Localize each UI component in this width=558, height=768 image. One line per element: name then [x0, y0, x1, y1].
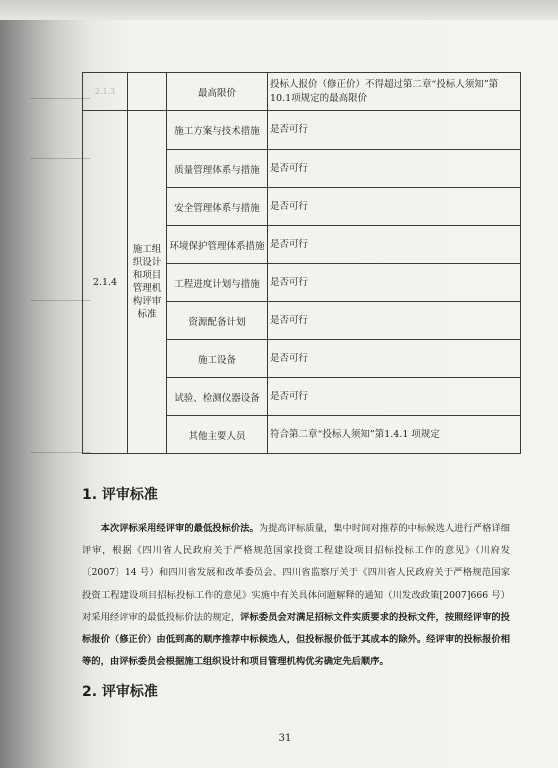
review-standard: 是否可行: [268, 264, 521, 302]
review-standard: 是否可行: [268, 188, 521, 226]
review-standard: 是否可行: [268, 378, 521, 416]
review-standard: 是否可行: [268, 302, 521, 340]
row-number: 2.1.3: [83, 73, 128, 111]
bleed-through-line: [30, 452, 90, 453]
review-standard: 是否可行: [268, 340, 521, 378]
review-item: 资源配备计划: [167, 302, 268, 340]
bleed-through-line: [30, 158, 90, 159]
body-paragraph: [82, 518, 510, 673]
body-bold-text: 本次评标采用经评审的最低投标价法。: [100, 523, 259, 534]
review-item: 环境保护管理体系措施: [167, 226, 268, 264]
review-item: 安全管理体系与措施: [167, 188, 268, 226]
table-row: [83, 111, 521, 150]
review-item: 施工设备: [167, 340, 268, 378]
review-standard: 投标人报价（修正价）不得超过第二章“投标人须知”第10.1项规定的最高限价: [268, 73, 521, 111]
review-standard: 是否可行: [268, 226, 521, 264]
review-criteria-table: [82, 72, 521, 454]
scan-top-edge: [0, 0, 558, 20]
review-item: 施工方案与技术措施: [167, 111, 268, 150]
review-standard: 是否可行: [268, 150, 521, 188]
row-number: 2.1.4: [83, 111, 128, 454]
bleed-through-line: [30, 98, 90, 99]
review-item: 最高限价: [167, 73, 268, 111]
review-item: 试验、检测仪器设备: [167, 378, 268, 416]
review-item: 工程进度计划与措施: [167, 264, 268, 302]
review-item: 其他主要人员: [167, 416, 268, 454]
category-cell: [128, 73, 167, 111]
category-cell: 施工组织设计和项目管理机构评审标准: [128, 111, 167, 454]
table-row: [83, 73, 521, 111]
review-item: 质量管理体系与措施: [167, 150, 268, 188]
page-number: 31: [278, 733, 292, 744]
section-heading: 1. 评审标准: [82, 487, 158, 503]
review-standard: 符合第二章“投标人须知”第1.4.1 项规定: [268, 416, 521, 454]
review-standard: 是否可行: [268, 111, 521, 150]
body-bold-text: 评标委员会对满足招标文件实质要求的投标文件，按照经评审的投标报价（修正价）由低到高的顺序推荐中标候选人，但投标报价低于其成本的除外。经评审的投标报价相等的，由评标委员会根据施工组织设计和项目管理机构优劣确定先后顺序。: [82, 611, 510, 668]
section-heading: 2. 评审标准: [82, 684, 158, 700]
body-text: 为提高评标质量，集中时间对推荐的中标候选人进行严格详细评审，根据《四川省人民政府关于严格规范国家投资工程建设项目招标投标工作的意见》（川府发〔2007〕14 号）和四川省发展和改革委员会、四川省监察厅关于《四川省人民政府关于严格规范国家投资工程建设项目招标投标工作的意见》实施中有关具体问题解释的通知（川发改政策[2007]666 号）对采用经评审的最低投标价法的规定，: [82, 523, 510, 623]
bleed-through-line: [30, 300, 90, 301]
